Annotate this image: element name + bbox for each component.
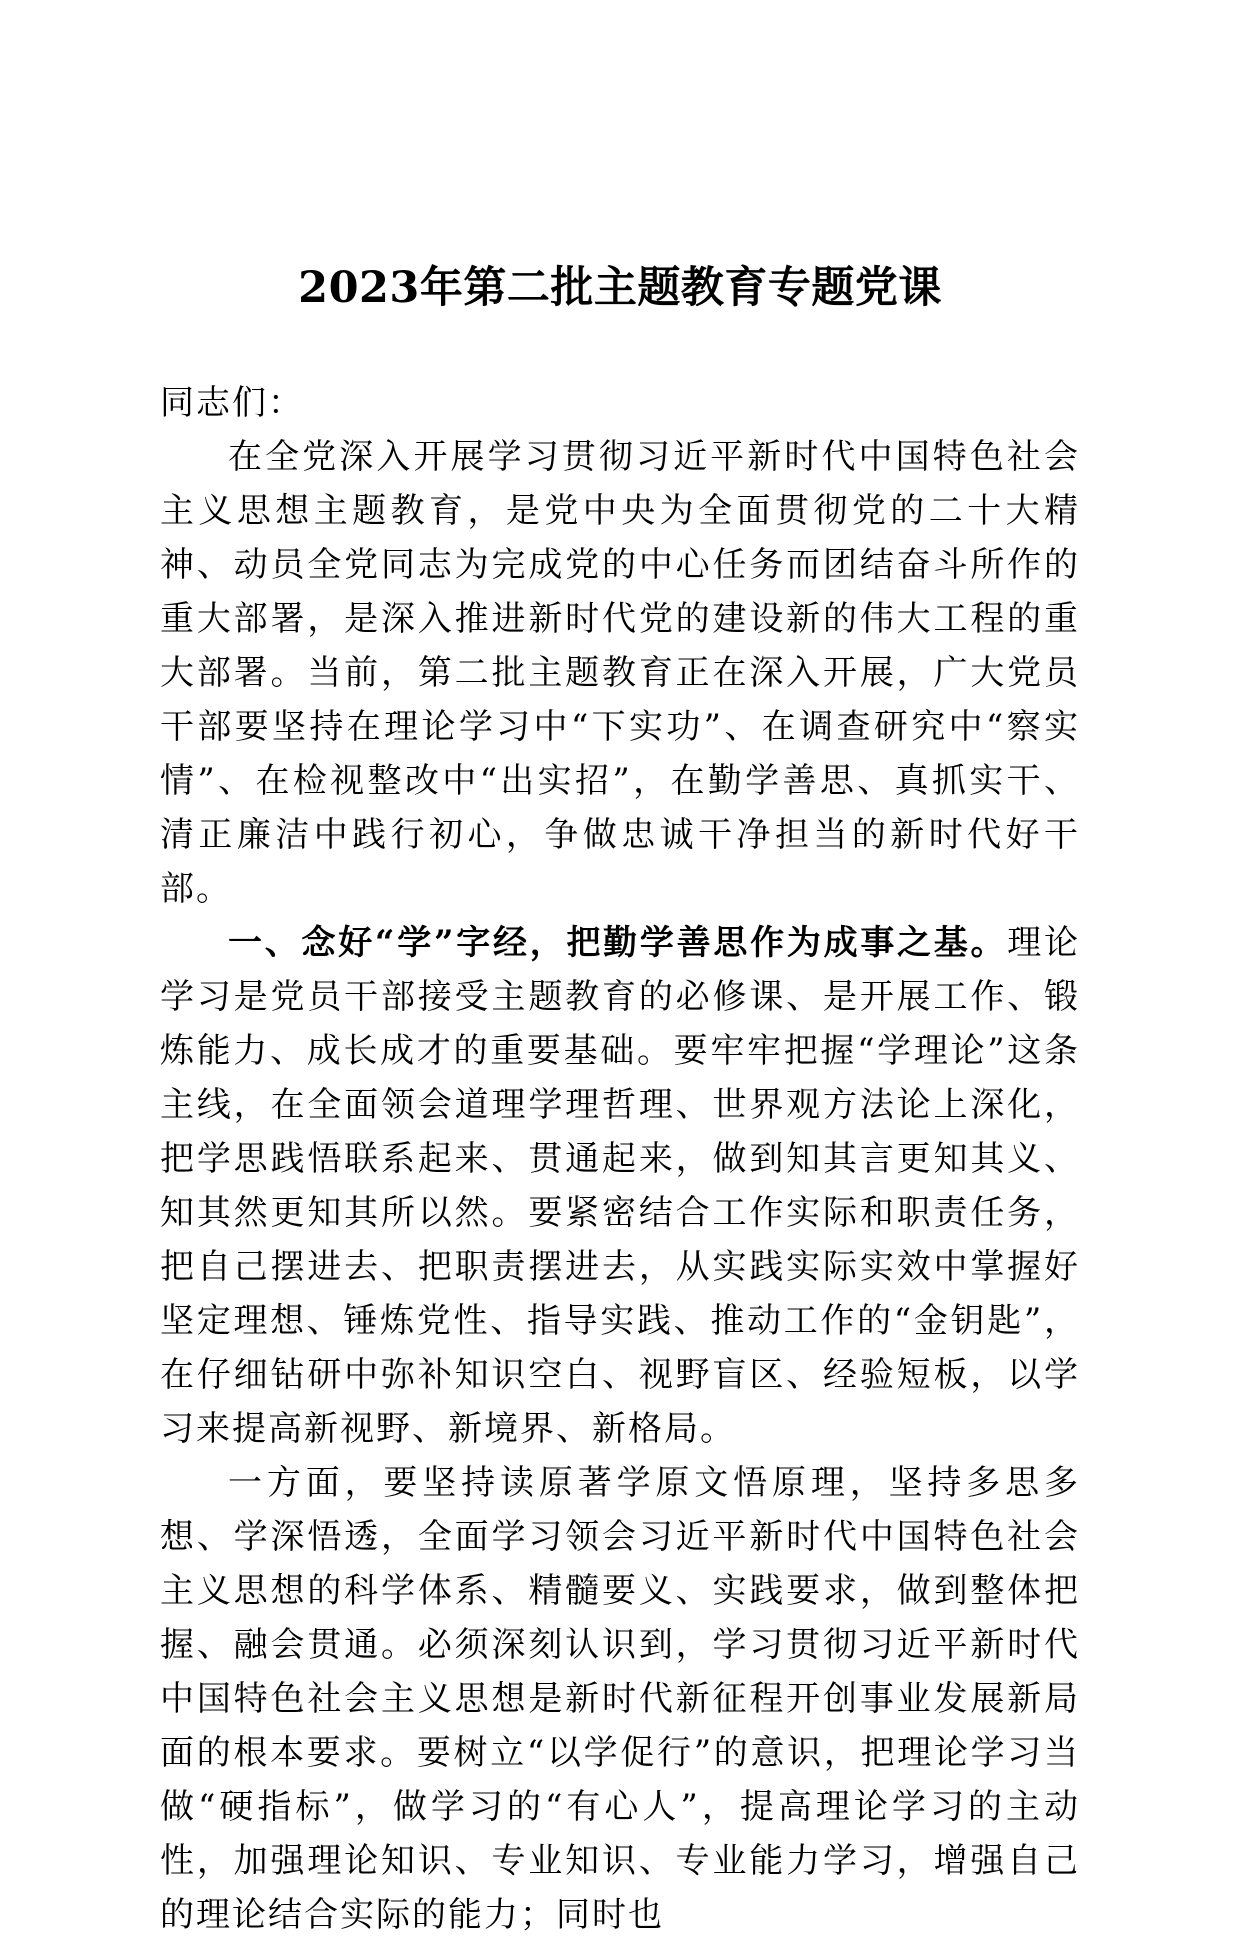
- section-one-text: 理论学习是党员干部接受主题教育的必修课、是开展工作、锻炼能力、成长成才的重要基础。要牢牢把握“学理论”这条主线，在全面领会道理学理哲理、世界观方法论上深化，把学思践悟联系起来、贯通起来，做到知其言更知其义、知其然更知其所以然。要紧密结合工作实际和职责任务，把自己摆进去、把职责摆进去，从实践实际实效中掌握好坚定理想、锤炼党性、指导实践、推动工作的“金钥匙”，在仔细钻研中弥补知识空白、视野盲区、经验短板，以学习来提高新视野、新境界、新格局。: [160, 923, 1080, 1449]
- paragraph-one-aspect: 一方面，要坚持读原著学原文悟原理，坚持多思多想、学深悟透，全面学习领会习近平新时代中国特色社会主义思想的科学体系、精髓要义、实践要求，做到整体把握、融会贯通。必须深刻认识到，学习贯彻习近平新时代中国特色社会主义思想是新时代新征程开创事业发展新局面的根本要求。要树立“以学促行”的意识，把理论学习当做“硬指标”，做学习的“有心人”，提高理论学习的主动性，加强理论知识、专业知识、专业能力学习，增强自己的理论结合实际的能力；同时也: [160, 1463, 1080, 1935]
- paragraph-section-one: [160, 916, 1080, 1456]
- document-title: 2023年第二批主题教育专题党课: [298, 263, 942, 313]
- document-body: [160, 376, 1080, 1942]
- salutation: 同志们：: [160, 383, 304, 423]
- section-one-heading: 一、念好“学”字经，把勤学善思作为成事之基。: [228, 923, 1008, 963]
- paragraph-intro: 在全党深入开展学习贯彻习近平新时代中国特色社会主义思想主题教育，是党中央为全面贯彻党的二十大精神、动员全党同志为完成党的中心任务而团结奋斗所作的重大部署，是深入推进新时代党的建设新的伟大工程的重大部署。当前，第二批主题教育正在深入开展，广大党员干部要坚持在理论学习中“下实功”、在调查研究中“察实情”、在检视整改中“出实招”，在勤学善思、真抓实干、清正廉洁中践行初心，争做忠诚干净担当的新时代好干部。: [160, 437, 1080, 909]
